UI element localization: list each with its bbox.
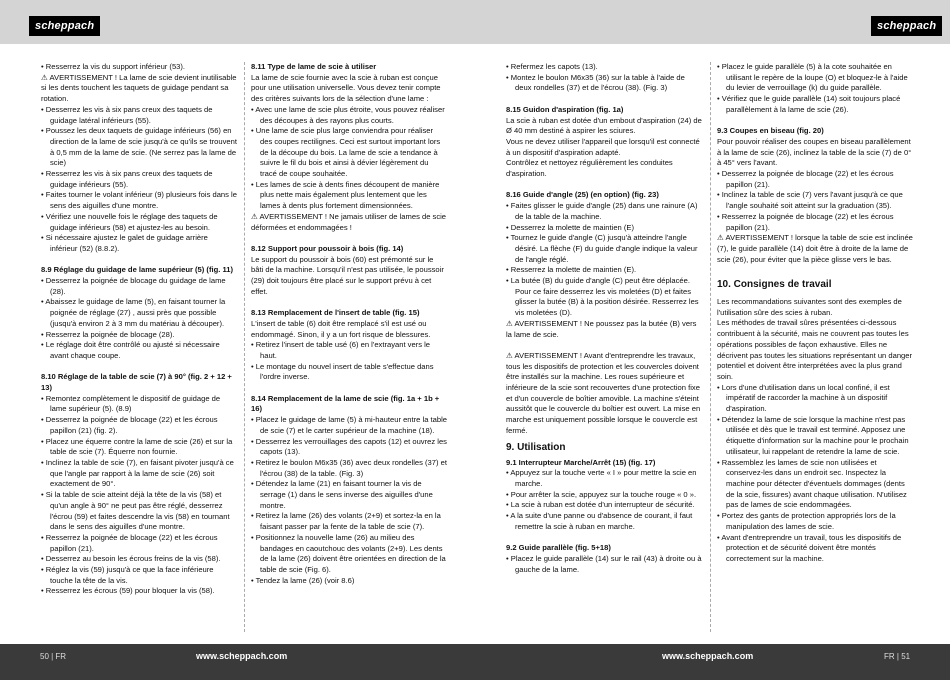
column-divider bbox=[244, 62, 245, 632]
list-item: • Resserrez la vis du support inférieur (53). bbox=[41, 62, 186, 71]
section-heading: 9.2 Guide parallèle (fig. 5+18) bbox=[506, 543, 611, 553]
list-item: • Placez le guidage de lame (5) à mi-hauteur entre la table de scie (7) et le carter supérieur de la machine (18). bbox=[251, 415, 447, 435]
list-item: • Retirez la lame (26) des volants (2+9) et sortez-la en la faisant passer par la fente de la table de scie (7). bbox=[251, 511, 441, 532]
list-item: • Portez des gants de protection appropriés lors de la manipulation des lames de scie. bbox=[717, 511, 896, 531]
list-item: • Desserrez la poignée de blocage (22) et les écrous papillon (21). bbox=[717, 169, 894, 189]
list-item: • Remontez complètement le dispositif de guidage de lame supérieur (5). (8.9) bbox=[41, 393, 221, 414]
paragraph: Vous ne devez utiliser l'appareil que lorsqu'il est connecté à un dispositif d'aspiration adapté. bbox=[506, 136, 700, 157]
spacer bbox=[506, 532, 702, 543]
list-item: • Inclinez la table de scie (7) vers l'avant jusqu'à ce que l'angle souhaité soit atteint sur la graduation (35). bbox=[717, 190, 903, 211]
spacer bbox=[506, 180, 702, 191]
list-item: • Resserrez la poignée de blocage (22) et les écrous papillon (21). bbox=[41, 532, 218, 553]
list-item: • Si la table de scie atteint déjà la tête de la vis (58) et qu'un angle à 90° ne peut pas être réglé, desserrez l'écrou (59) et faites descendre la vis (58) en tournant dans le sens des aiguilles d'une montre. bbox=[41, 490, 230, 532]
paragraph: La lame de scie fournie avec la scie à ruban est conçue pour une utilisation universelle. Vous devez tenir compte des critères suivants lors de la sélection d'une lame : bbox=[251, 72, 441, 104]
paragraph: Les recommandations suivantes sont des exemples de l'utilisation sûre des scies à ruban. bbox=[717, 297, 902, 317]
list-item: • Si nécessaire ajustez le galet de guidage arrière inférieur (52) (8.8.2). bbox=[41, 233, 208, 253]
header-bar bbox=[0, 0, 950, 44]
list-item: • Desserrez la poignée de blocage du guidage de lame (28). bbox=[41, 276, 226, 296]
list-item: • Vérifiez une nouvelle fois le réglage des taquets de guidage inférieurs (58) et ajustez-les au besoin. bbox=[41, 211, 218, 232]
section-heading: 8.14 Remplacement de la lame de scie (fig. 1a + 1b + 16) bbox=[251, 393, 440, 414]
list-item: • Resserrez les écrous (59) pour bloquer la vis (58). bbox=[41, 586, 215, 596]
list-item: • Réglez la vis (59) jusqu'à ce que la face inférieure touche la tête de la vis. bbox=[41, 565, 214, 585]
list-item: • Les lames de scie à dents fines découpent de manière plus nette mais également plus lentement que les lames à dents plus fortement dimensionnées. bbox=[251, 179, 440, 211]
spacer bbox=[506, 94, 702, 105]
list-item: • Placez une équerre contre la lame de scie (26) et sur la table de scie (7). Équerre non fournie. bbox=[41, 436, 233, 457]
section-heading: 8.10 Réglage de la table de scie (7) à 90° (fig. 2 + 12 + 13) bbox=[41, 372, 232, 393]
page-number-left: 50 | FR bbox=[40, 652, 67, 661]
paragraph: Les méthodes de travail sûres présentées ci-dessous contribuent à la sécurité, mais ne couvrent pas toutes les opérations possibles de façon exhaustive. Elles ne décrivent pas toutes les situations représentant un danger potentiel et doivent être interprétées avec la plus grand soin. bbox=[717, 318, 913, 381]
list-item: • Resserrez la poignée de blocage (22) et les écrous papillon (21). bbox=[717, 211, 894, 232]
spacer bbox=[251, 297, 447, 308]
list-item: • Lors d'une d'utilisation dans un local confiné, il est impératif de raccorder la machine à un dispositif d'aspiration. bbox=[717, 382, 890, 414]
list-item: • Le montage du nouvel insert de table s'effectue dans l'ordre inverse. bbox=[251, 361, 434, 382]
list-item: • Rassemblez les lames de scie non utilisées et conservez-les dans un endroit sec. Inspectez la machine pour détecter d'éventuels dommages (dents de la scie, fissures) avant chaque utilisation. N'utilisez pas de lames de scie endommagées. bbox=[717, 457, 907, 510]
list-item: • A la suite d'une panne ou d'absence de courant, il faut remettre la scie à ruban en marche. bbox=[506, 511, 693, 531]
section-heading: 8.11 Type de lame de scie à utiliser bbox=[251, 62, 377, 71]
paragraph: La scie à ruban est dotée d'un embout d'aspiration (24) de Ø 40 mm destiné à aspirer les sciures. bbox=[506, 115, 702, 136]
spacer bbox=[506, 340, 702, 351]
list-item: • Montez le boulon M6x35 (36) sur la table à l'aide de deux rondelles (37) et de l'écrou (38). (Fig. 3) bbox=[506, 72, 685, 93]
list-item: • La scie à ruban est dotée d'un interrupteur de sécurité. bbox=[506, 500, 695, 510]
list-item: • Appuyez sur la touche verte « I » pour mettre la scie en marche. bbox=[506, 468, 697, 488]
chapter-heading: 9. Utilisation bbox=[506, 441, 566, 453]
paragraph: Pour pouvoir réaliser des coupes en biseau parallèlement à la lame de scie (26), inclinez la table de la scie (7) de 0° à 45° vers l'avant. bbox=[717, 136, 912, 168]
section-heading: 8.9 Réglage du guidage de lame supérieur (5) (fig. 11) bbox=[41, 265, 234, 275]
column-1 bbox=[41, 62, 237, 597]
list-item: • Retirez l'insert de table usé (6) en l'extrayant vers le haut. bbox=[251, 340, 431, 360]
list-item: • Refermez les capots (13). bbox=[506, 62, 598, 71]
list-item: • Tournez le guide d'angle (C) jusqu'à atteindre l'angle désiré. La flèche (F) du guide d'angle indique la valeur de l'angle réglé. bbox=[506, 233, 698, 264]
paragraph: ⚠ AVERTISSEMENT ! Ne poussez pas la butée (B) vers la lame de scie. bbox=[506, 318, 697, 339]
paragraph: ⚠ AVERTISSEMENT ! Ne jamais utiliser de lames de scie déformées et endommagées ! bbox=[251, 211, 447, 232]
list-item: • Abaissez le guidage de lame (5), en faisant tourner la poignée de réglage (27) , aussi près que possible (jusqu'à environ 2 à 3 mm du matériau à découper). bbox=[41, 297, 226, 328]
list-item: • Faites glisser le guide d'angle (25) dans une rainure (A) de la table de la machine. bbox=[506, 201, 698, 221]
list-item: • Détendez la lame (21) en faisant tourner la vis de serrage (1) dans le sens inverse des aiguilles d'une montre. bbox=[251, 479, 433, 510]
section-heading: 9.3 Coupes en biseau (fig. 20) bbox=[717, 126, 824, 136]
page-number-right: FR | 51 bbox=[884, 652, 911, 661]
paragraph: ⚠ AVERTISSEMENT ! La lame de scie devient inutilisable si les dents touchent les taquets de guidage pendant sa rotation. bbox=[41, 72, 237, 104]
spacer bbox=[251, 233, 447, 244]
section-heading: 8.13 Remplacement de l'insert de table (fig. 15) bbox=[251, 308, 420, 318]
list-item: • Le réglage doit être contrôlé ou ajusté si nécessaire avant chaque coupe. bbox=[41, 340, 220, 360]
list-item: • Placez le guide parallèle (5) à la cote souhaitée en utilisant le repère de la loupe (O) et bloquez-le à l'aide du levier de verrouillage (k) du guide parallèle. bbox=[717, 62, 908, 93]
list-item: • Positionnez la nouvelle lame (26) au milieu des bandages en caoutchouc des volants (2+9). Les dents de la lame (26) doivent être orientées en direction de la table de scie (Fig. 6). bbox=[251, 532, 446, 574]
list-item: • Desserrez les vis à six pans creux des taquets de guidage latéral inférieurs (55). bbox=[41, 104, 213, 125]
paragraph: Le support du poussoir à bois (60) est prémonté sur le bâti de la machine. Lorsqu'il n'est pas utilisée, le poussoir (29) doit toujours être placé sur le support prévu à cet effet. bbox=[251, 254, 444, 296]
list-item: • Avec une lame de scie plus étroite, vous pouvez réaliser des découpes à des rayons plus courts. bbox=[251, 104, 445, 125]
list-item: • Resserrez la molette de maintien (E). bbox=[506, 265, 637, 275]
column-4 bbox=[717, 62, 913, 565]
spacer bbox=[41, 255, 237, 266]
section-heading: 8.15 Guidon d'aspiration (fig. 1a) bbox=[506, 104, 624, 114]
chapter-heading: 10. Consignes de travail bbox=[717, 279, 832, 291]
list-item: • Retirez le boulon M6x35 (36) avec deux rondelles (37) et l'écrou (38) de la table. (Fig. 3) bbox=[251, 457, 447, 478]
list-item: • Desserrez la molette de maintien (E) bbox=[506, 222, 635, 232]
paragraph: ⚠ AVERTISSEMENT ! lorsque la table de scie est inclinée (7), le guide parallèle (14) doit être à droite de la lame de scie (26), pour éviter que la pièce glisse vers le bas. bbox=[717, 233, 913, 264]
footer-url-left[interactable]: www.scheppach.com bbox=[196, 651, 288, 661]
list-item: • Placez le guide parallèle (14) sur le rail (43) à droite ou à gauche de la lame. bbox=[506, 553, 702, 574]
list-item: • La butée (B) du guide d'angle (C) peut être déplacée. Pour ce faire desserrez les vis moletées (D) et faites glisser la butée (B) à la position désirée. Resserrez les vis moletées (D). bbox=[506, 276, 699, 318]
list-item: • Une lame de scie plus large conviendra pour réaliser des coupes rectilignes. Ceci est surtout important lors de la découpe du bois. La lame de scie a tendance à suivre le fil du bois et ainsi à dévier légèrement du tracé de coupe souhaitée. bbox=[251, 126, 441, 179]
footer-url-right[interactable]: www.scheppach.com bbox=[662, 651, 754, 661]
paragraph: Contrôlez et nettoyez régulièrement les conduites d'aspiration. bbox=[506, 158, 673, 179]
paragraph: L'insert de table (6) doit être remplacé s'il est usé ou endommagé. Sinon, il y a un fort risque de blessures. bbox=[251, 318, 431, 339]
scheppach-logo-right: scheppach bbox=[871, 16, 942, 36]
list-item: • Desserrez les verrouillages des capots (12) et ouvrez les capots (13). bbox=[251, 436, 447, 457]
spacer bbox=[717, 116, 913, 127]
list-item: • Desserrez au besoin les écrous freins de la vis (58). bbox=[41, 554, 221, 564]
list-item: • Resserrez les vis à six pans creux des taquets de guidage inférieurs (55). bbox=[41, 169, 213, 189]
footer-bar bbox=[0, 644, 950, 680]
list-item: • Desserrez la poignée de blocage (22) et les écrous papillon (21) (fig. 2). bbox=[41, 415, 218, 435]
list-item: • Inclinez la table de scie (7), en faisant pivoter jusqu'à ce que l'angle par rapport à la lame de scie (26) soit exactement de 90°. bbox=[41, 457, 234, 489]
list-item: • Tendez la lame (26) (voir 8.6) bbox=[251, 575, 355, 585]
section-heading: 9.1 Interrupteur Marche/Arrêt (15) (fig. 17) bbox=[506, 457, 656, 467]
spacer bbox=[717, 265, 913, 276]
column-divider bbox=[710, 62, 711, 632]
section-heading: 8.12 Support pour poussoir à bois (fig. 14) bbox=[251, 243, 404, 253]
list-item: • Détendez la lame de scie lorsque la machine n'est pas utilisée et dès que le travail est terminé. Apposez une étiquette d'information sur la machine pour le prochain utilisateur, lui rappelant de retendre la lame de scie. bbox=[717, 414, 909, 456]
spacer bbox=[251, 383, 447, 394]
list-item: • Avant d'entreprendre un travail, tous les dispositifs de protection et de sécurité doivent être montés correctement sur la machine. bbox=[717, 532, 902, 563]
paragraph: ⚠ AVERTISSEMENT ! Avant d'entreprendre les travaux, tous les dispositifs de protection et les couvercles doivent être installés sur la machine. Les roues supérieure et inférieure de la scie sont recouvertes d'une protection fixe et d'un couvercle de boîtier amovible. La machine s'éteint aussitôt que le couvercle du boîtier est ouvert. La mise en marche est uniquement possible lorsque le couvercle est fermé. bbox=[506, 350, 701, 435]
column-3 bbox=[506, 62, 702, 575]
scheppach-logo-left: scheppach bbox=[29, 16, 100, 36]
list-item: • Resserrez la poignée de blocage (28). bbox=[41, 329, 175, 339]
list-item: • Faites tourner le volant inférieur (9) plusieurs fois dans le sens des aiguilles d'une montre. bbox=[41, 190, 237, 211]
list-item: • Poussez les deux taquets de guidage inférieurs (56) en direction de la lame de scie jusqu'à ce qu'ils se trouvent à 0,5 mm de la lame de scie. (Ne serrez pas la lame de scie) bbox=[41, 126, 237, 168]
list-item: • Vérifiez que le guide parallèle (14) soit toujours placé parallèlement à la lame de scie (26). bbox=[717, 94, 901, 114]
section-heading: 8.16 Guide d'angle (25) (en option) (fig. 23) bbox=[506, 190, 659, 200]
list-item: • Pour arrêter la scie, appuyez sur la touche rouge « 0 ». bbox=[506, 489, 697, 499]
spacer bbox=[41, 362, 237, 373]
column-2 bbox=[251, 62, 447, 586]
